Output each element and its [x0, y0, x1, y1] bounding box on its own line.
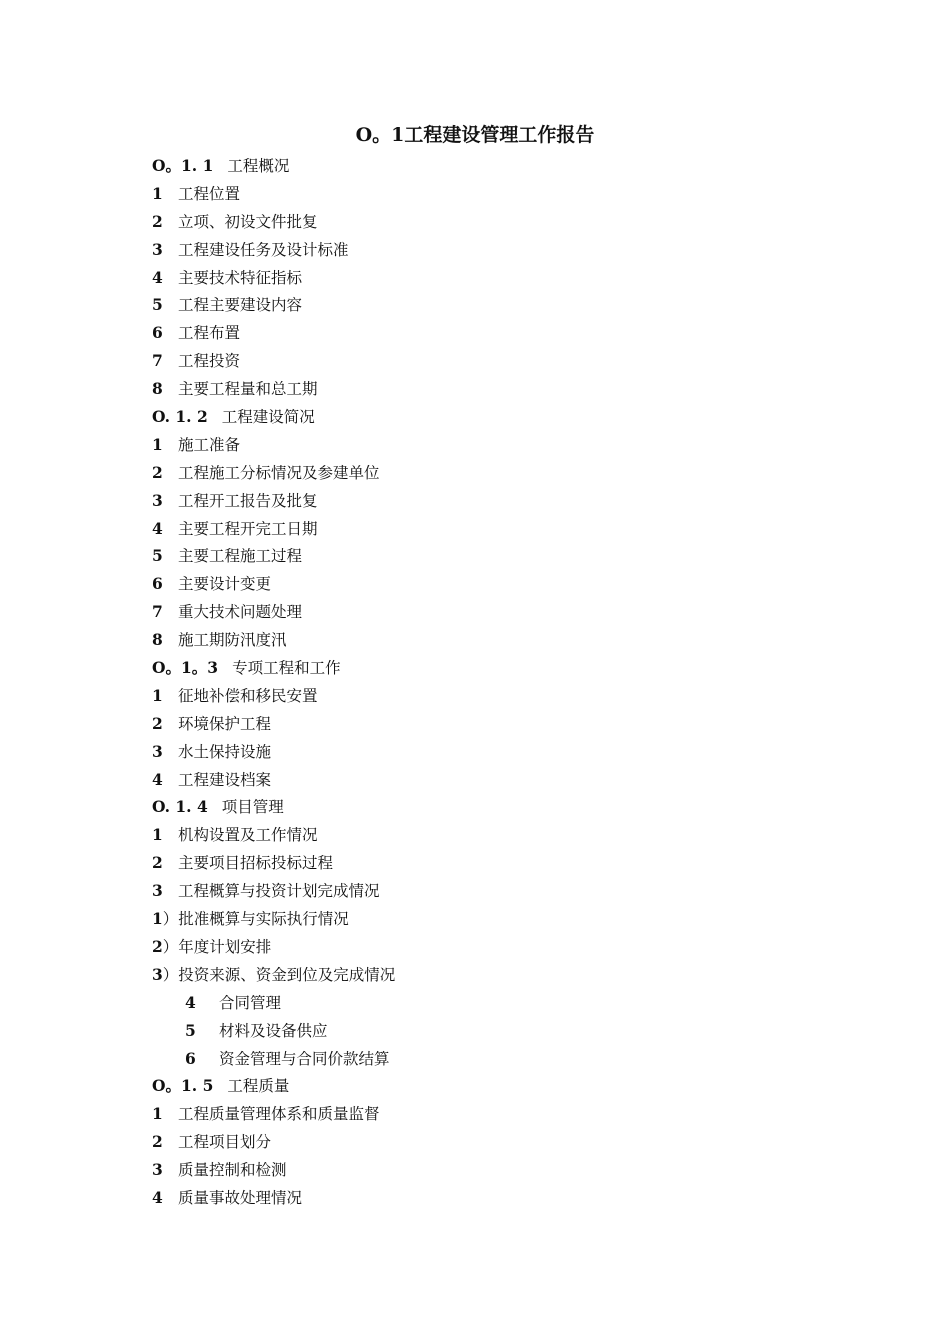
item-text: ）年度计划安排 [162, 937, 272, 956]
item-text: 工程概算与投资计划完成情况 [178, 882, 380, 901]
outline-item [152, 319, 395, 347]
item-number: O. 1. 2 [152, 407, 208, 427]
item-number: 2 [152, 462, 163, 482]
outline-item [152, 347, 395, 375]
item-text: 工程建设档案 [178, 770, 272, 789]
outline-item [152, 375, 395, 403]
item-number: 4 [152, 518, 163, 538]
item-number: 1 [152, 183, 163, 203]
outline-item [152, 961, 395, 989]
item-number: 4 [152, 1187, 163, 1207]
item-text: 机构设置及工作情况 [178, 826, 318, 845]
item-number: 3 [152, 741, 163, 761]
section-heading [152, 654, 395, 682]
item-number: 6 [185, 1048, 196, 1068]
item-number: 1 [152, 434, 163, 454]
item-text: 工程施工分标情况及参建单位 [178, 463, 380, 482]
outline-list [152, 152, 395, 1212]
item-number: 5 [152, 295, 163, 315]
item-text: 主要工程开完工日期 [178, 519, 318, 538]
outline-item [152, 877, 395, 905]
item-number: 6 [152, 574, 163, 594]
section-heading [152, 1072, 395, 1100]
outline-item [152, 682, 395, 710]
item-text: 专项工程和工作 [232, 659, 341, 678]
item-text: 工程概况 [227, 157, 290, 175]
item-text: 资金管理与合同价款结算 [219, 1049, 390, 1068]
item-text: 材料及设备供应 [219, 1021, 328, 1040]
item-number: O。1。3 [152, 658, 219, 678]
item-number: O。1. 5 [152, 1076, 214, 1096]
item-text: 施工期防汛度汛 [178, 631, 287, 650]
item-text: 主要项目招标投标过程 [178, 854, 334, 873]
outline-item [152, 849, 395, 877]
document-title: O。1工程建设管理工作报告 [355, 124, 595, 146]
item-number: O。1. 1 [152, 156, 214, 175]
outline-item [152, 570, 395, 598]
item-text: 主要工程施工过程 [178, 547, 303, 566]
item-text: 工程质量 [227, 1077, 290, 1096]
outline-item [152, 431, 395, 459]
outline-item [152, 1128, 395, 1156]
item-text: 质量控制和检测 [178, 1161, 287, 1180]
item-text: 工程主要建设内容 [178, 296, 303, 315]
outline-item [152, 264, 395, 292]
item-number: 4 [185, 992, 196, 1012]
outline-item [152, 1184, 395, 1212]
section-heading [152, 403, 395, 431]
item-text: 质量事故处理情况 [178, 1188, 303, 1207]
item-text: 征地补偿和移民安置 [178, 686, 318, 705]
outline-item [152, 487, 395, 515]
outline-item [152, 1100, 395, 1128]
item-text: 工程投资 [178, 352, 241, 371]
item-number: 2 [152, 211, 163, 231]
outline-item [152, 236, 395, 264]
item-number: 3 [152, 1160, 163, 1180]
item-text: ）投资来源、资金到位及完成情况 [162, 965, 396, 984]
item-number: 1 [152, 1104, 163, 1124]
item-number: 3 [152, 239, 163, 259]
item-number: 4 [152, 769, 163, 789]
item-text: 工程建设任务及设计标准 [178, 240, 349, 259]
outline-item [152, 738, 395, 766]
outline-item [152, 626, 395, 654]
outline-item [152, 989, 395, 1017]
outline-item [152, 1017, 395, 1045]
outline-item [152, 291, 395, 319]
item-number: 1 [152, 825, 163, 845]
outline-item [152, 542, 395, 570]
outline-item [152, 710, 395, 738]
item-number: O. 1. 4 [152, 797, 208, 817]
item-number: 5 [185, 1020, 196, 1040]
item-number: 2 [152, 1132, 163, 1152]
item-number: 2 [152, 853, 163, 873]
item-text: 工程布置 [178, 324, 241, 343]
item-text: 主要技术特征指标 [178, 268, 303, 287]
item-number: 6 [152, 323, 163, 343]
item-number: 3 [152, 490, 163, 510]
item-text: 立项、初设文件批复 [178, 212, 318, 231]
item-number: 3 [152, 881, 163, 901]
item-number: 1 [152, 685, 163, 705]
item-text: ）批准概算与实际执行情况 [162, 910, 349, 929]
section-heading [152, 793, 395, 821]
item-text: 主要工程量和总工期 [178, 380, 318, 399]
item-text: 工程位置 [178, 184, 241, 203]
item-number: 7 [152, 351, 163, 371]
outline-item [152, 766, 395, 794]
outline-item [152, 1156, 395, 1184]
item-number: 1 [152, 909, 163, 929]
item-number: 2 [152, 713, 163, 733]
item-text: 主要设计变更 [178, 575, 272, 594]
outline-item [152, 905, 395, 933]
item-text: 工程项目划分 [178, 1133, 272, 1152]
item-number: 8 [152, 630, 163, 650]
item-number: 3 [152, 964, 163, 984]
item-number: 8 [152, 379, 163, 399]
item-text: 重大技术问题处理 [178, 603, 303, 622]
outline-item [152, 208, 395, 236]
item-text: 项目管理 [221, 798, 284, 817]
item-number: 5 [152, 546, 163, 566]
outline-item [152, 515, 395, 543]
item-text: 工程开工报告及批复 [178, 491, 318, 510]
item-text: 水土保持设施 [178, 742, 272, 761]
item-text: 工程建设简况 [221, 408, 315, 427]
section-heading [152, 152, 395, 180]
item-number: 4 [152, 267, 163, 287]
item-number: 7 [152, 602, 163, 622]
outline-item [152, 180, 395, 208]
item-text: 工程质量管理体系和质量监督 [178, 1105, 380, 1124]
outline-item [152, 933, 395, 961]
outline-item [152, 821, 395, 849]
outline-item [152, 598, 395, 626]
item-text: 环境保护工程 [178, 714, 272, 733]
outline-item [152, 1045, 395, 1073]
item-text: 合同管理 [219, 993, 282, 1012]
item-text: 施工准备 [178, 435, 241, 454]
outline-item [152, 459, 395, 487]
item-number: 2 [152, 936, 163, 956]
